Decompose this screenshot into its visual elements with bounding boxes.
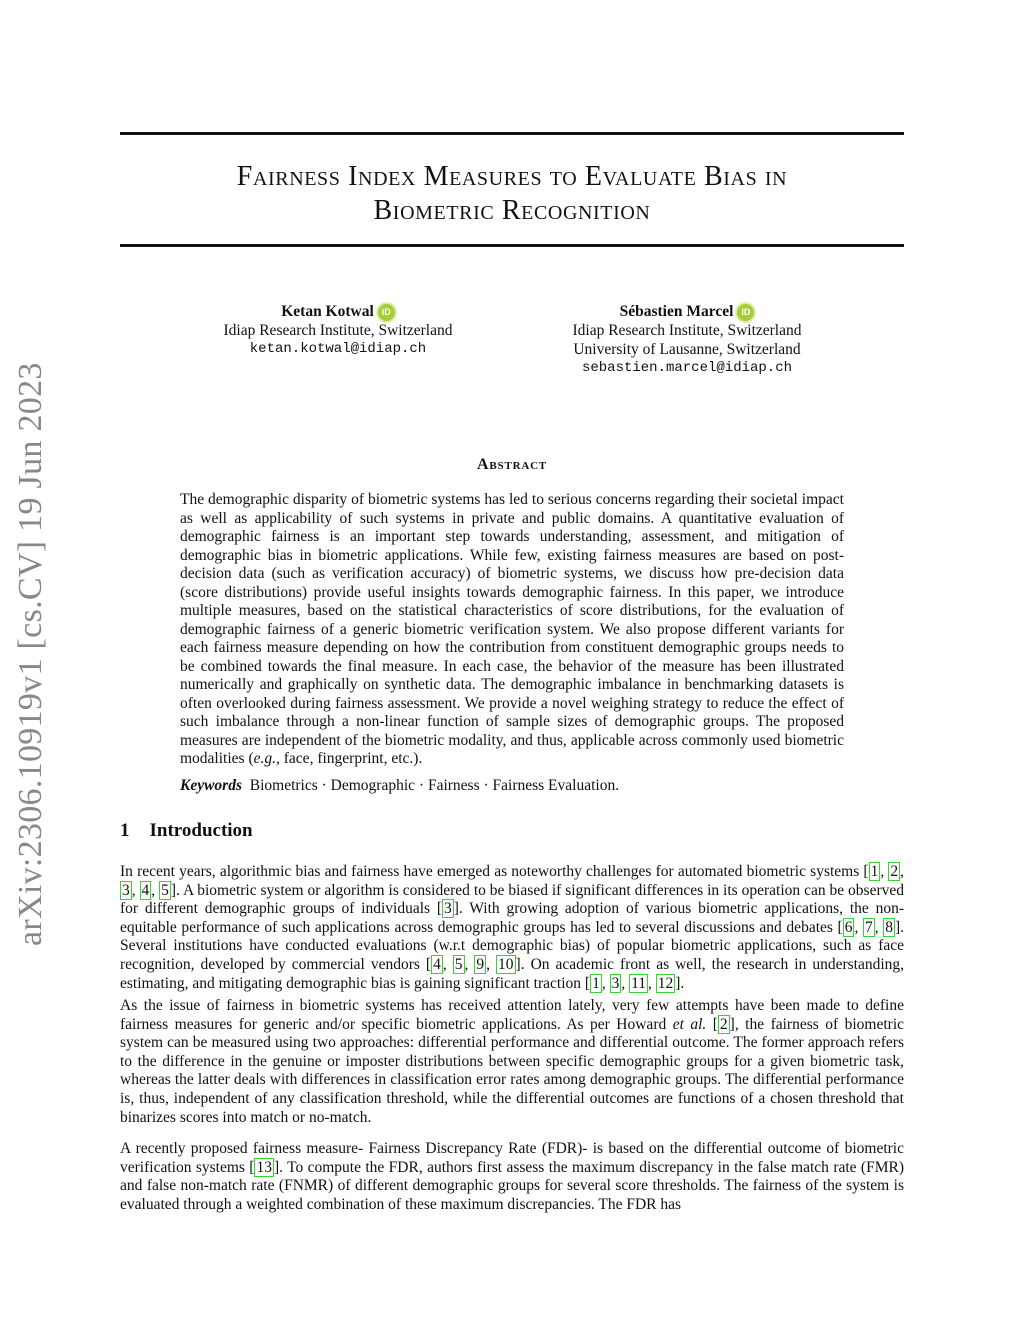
citation-link[interactable]: 9 [476,955,485,973]
text-run: ]. A biometric system or algorithm is considered to be biased if significant differences in its operation can be observed for different demographic groups of individuals [ [120,881,904,918]
keywords-list: Biometrics · Demographic · Fairness · Fairness Evaluation. [249,777,620,794]
keywords-line [180,777,844,795]
paper-title-line-2: Biometric Recognition [373,195,651,226]
citation-link[interactable]: 2 [719,1015,728,1033]
text-run: ]. With growing adoption of various biometric applications, the non-equitable performance of such applications across demographic groups has led to several discussions and debates [ [120,900,905,936]
author-email[interactable]: sebastien.marcel@idiap.ch [581,360,793,376]
citation-link[interactable]: 4 [141,881,150,899]
abstract-text-part: The demographic disparity of biometric systems has led to serious concerns regarding their societal impact as well as applicability of such systems in private and public domains. A quantitative evaluation of demographic fairness is an important step towards understanding, assessment, and mitigation of demographic bias in biometric applications. While few, existing fairness measures are based on post-decision data (such as verification accuracy) of biometric systems, we discuss how pre-decision data (score distributions) provide useful insights towards demographic fairness. In this paper, we introduce multiple measures, based on the statistical characteristics of score distributions, for the evaluation of demographic fairness of a generic biometric verification system. We also propose different variants for each fairness measure depending on how the contribution from constituent demographic groups needs to be combined towards the final measure. In each case, the behavior of the measure has been illustrated numerically and graphically on synthetic data. The demographic imbalance in benchmarking datasets is often overlooked during fairness assessment. We provide a novel weighing strategy to reduce the effect of such imbalance through a non-linear function of sample sizes of demographic groups. The proposed measures are independent of the biometric modality, and thus, applicable across commonly used biometric modalities ( [180,491,844,767]
citation-link[interactable]: 3 [444,900,452,918]
author-block-2 [548,302,826,378]
section-heading-introduction [120,820,253,842]
text-run: ], the fairness of biometric system can be measured using two approaches: differential performance and differential outcome. The former approach refers to the difference in the genuine or imposter distributions between specific demographic groups for a given biometric task, whereas the latter deals with differences in classification error rates among demographic groups. The differential performance is, thus, independent of any classification threshold, while the differential outcomes are functions of a chosen threshold that binarizes scores into match or no-match. [120,1015,905,1126]
author-email[interactable]: ketan.kotwal@idiap.ch [249,341,427,357]
title-rule-bottom [120,244,904,247]
section-title: Introduction [149,820,253,841]
text-run: As the issue of fairness in biometric systems has received attention lately, very few attempts have been made to define fairness measures for generic and/or specific biometric applications. As per Howard [120,997,904,1033]
author-name: Ketan Kotwal [281,303,374,320]
citation-link[interactable]: 4 [433,955,441,973]
citation-link[interactable]: 3 [611,974,620,992]
citation-link[interactable]: 11 [631,974,647,992]
abstract-text-eg: e.g. [253,750,277,767]
text-run: ]. To compute the FDR, authors first assess the maximum discrepancy in the false match rate (FMR) and false non-match rate (FNMR) of different demographic groups for several score thresholds. The fairness of the system is evaluated through a weighted combination of these maximum discrepancies. The FDR has [120,1158,904,1213]
citation-link[interactable]: 6 [844,918,853,936]
abstract-text [180,491,844,769]
text-run: ]. [675,974,685,992]
arxiv-identifier-stamp: arXiv:2306.10919v1 [cs.CV] 19 Jun 2023 [12,362,49,946]
citation-link[interactable]: 7 [864,918,873,936]
text-run: ]. Several institutions have conducted evaluations (w.r.t demographic bias) of popular biometric applications, such as face recognition, developed by commercial vendors [ [120,918,904,973]
section-number: 1 [120,820,130,841]
citation-link[interactable]: 12 [657,974,674,992]
citation-link[interactable]: 3 [122,881,130,899]
citation-link[interactable]: 5 [454,955,463,973]
citation-link[interactable]: 1 [592,974,600,992]
orcid-icon[interactable]: iD [737,304,754,321]
author-block-1 [200,302,476,359]
author-affiliation: Idiap Research Institute, Switzerland [572,322,802,339]
intro-paragraph-2 [120,997,904,1127]
text-run: ]. On academic front as well, the research in understanding, estimating, and mitigating demographic bias is gaining significant traction [ [120,955,905,992]
abstract-heading: Abstract [477,456,547,473]
author-affiliation: Idiap Research Institute, Switzerland [223,322,453,339]
text-run-italic: et al. [672,1015,707,1033]
citation-link[interactable]: 13 [256,1158,272,1176]
author-name: Sébastien Marcel [619,303,734,320]
citation-link[interactable]: 1 [870,863,879,880]
text-run: [ [706,1015,718,1033]
citation-link[interactable]: 2 [890,863,899,880]
citation-link[interactable]: 5 [161,881,169,899]
citation-link[interactable]: 8 [885,918,893,936]
intro-paragraph-1: In recent years, algorithmic bias and fairness have emerged as noteworthy challenges for automated biometric systems [ 1 , 2 , 3 , 4 , 5 ]. A biometric system or algorithm is considered to be biased if significant differences in its operation can be observed for different demographic groups of individuals [ 3 ]. With growing adoption of various biometric applications, the non-equitable performance of such applications across demographic groups has led to several discussions and debates [ 6 , 7 , 8 ]. Several institutions have conducted evaluations (w.r.t demographic bias) of popular biometric applications, such as face recognition, developed by commercial vendors [ 4 , 5 , 9 , 10 ]. On academic front as well, the research in understanding, estimating, and mitigating demographic bias is gaining significant traction [ 1 , 3 , 11 , 12 ]. [120,863,905,992]
abstract-text-part: , face, fingerprint, etc.). [276,750,423,767]
text-run: In recent years, algorithmic bias and fairness have emerged as noteworthy challenges for automated biometric systems [ [120,863,869,880]
text-run: A recently proposed fairness measure- Fairness Discrepancy Rate (FDR)- is based on the differential outcome of biometric verification systems [ [120,1140,904,1176]
orcid-icon[interactable]: iD [378,304,395,321]
paper-title [120,160,904,228]
citation-link[interactable]: 10 [498,955,514,973]
title-rule-top [120,132,904,135]
intro-paragraph-3 [120,1140,904,1214]
paper-title-line-1: Fairness Index Measures to Evaluate Bias in [236,161,788,192]
keywords-label: Keywords [180,777,242,794]
author-affiliation: University of Lausanne, Switzerland [573,341,801,358]
